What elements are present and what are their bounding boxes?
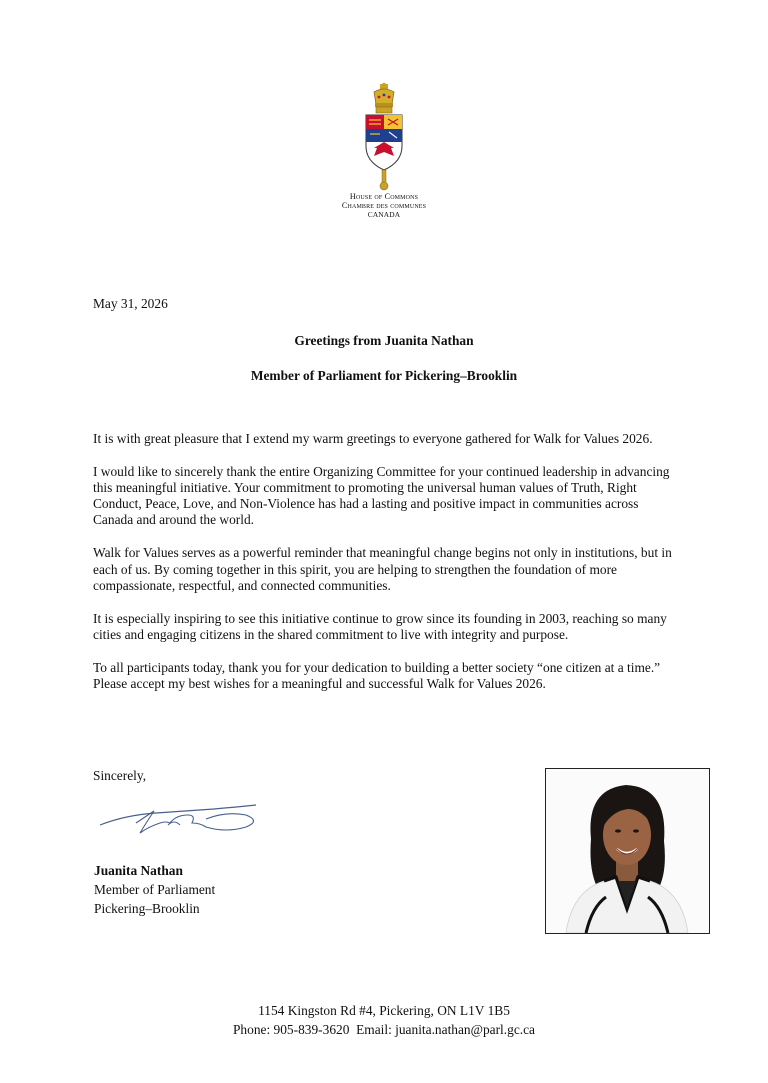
body-paragraph: It is with great pleasure that I extend my warm greetings to everyone gathered for Walk for Values 2026. (93, 431, 653, 446)
signer-portrait-photo (545, 768, 710, 934)
handwritten-signature-icon (96, 793, 266, 843)
body-paragraph: Walk for Values serves as a powerful reminder that meaningful change begins not only in institutions, but in each of us. By coming together in this spirit, you are helping to strengthen the foundation of more compassionate, respectful, and connected communities. (93, 545, 672, 593)
letter-footer (0, 1001, 768, 1039)
letter-date: May 31, 2026 (93, 296, 168, 311)
letterhead-text (284, 192, 484, 219)
letterhead-line-french: Chambre des communes (341, 201, 427, 210)
signer-block (94, 861, 215, 918)
portrait-illustration-icon (546, 769, 709, 933)
house-of-commons-crest-icon (358, 82, 410, 194)
footer-contact: Phone: 905-839-3620 Email: juanita.nathan@parl.gc.ca (232, 1022, 535, 1037)
greeting-subtitle: Member of Parliament for Pickering–Brooklin (250, 368, 518, 383)
letter-body (93, 431, 673, 709)
greeting-title: Greetings from Juanita Nathan (294, 333, 474, 348)
letterhead-line-english: House of Commons (349, 192, 419, 201)
signer-title: Member of Parliament (94, 882, 216, 897)
body-paragraph: It is especially inspiring to see this initiative continue to grow since its founding in 2003, reaching so many cities and engaging citizens in the shared commitment to live with integrity and purpose. (93, 610, 667, 642)
body-paragraph: I would like to sincerely thank the entire Organizing Committee for your continued leadership in advancing this meaningful initiative. Your commitment to promoting the universal human values of Truth, Right Conduct, Peace, Love, and Non-Violence has had a lasting and positive impact in communities across Canada and around the world. (93, 464, 670, 528)
closing-salutation: Sincerely, (93, 768, 147, 783)
signer-riding: Pickering–Brooklin (94, 901, 200, 916)
signer-name: Juanita Nathan (94, 863, 183, 878)
footer-address: 1154 Kingston Rd #4, Pickering, ON L1V 1B5 (258, 1003, 510, 1018)
body-paragraph: To all participants today, thank you for your dedication to building a better society “one citizen at a time.” Please accept my best wishes for a meaningful and successful Walk for Values 2026. (93, 659, 661, 692)
letterhead-line-country: CANADA (367, 210, 401, 219)
